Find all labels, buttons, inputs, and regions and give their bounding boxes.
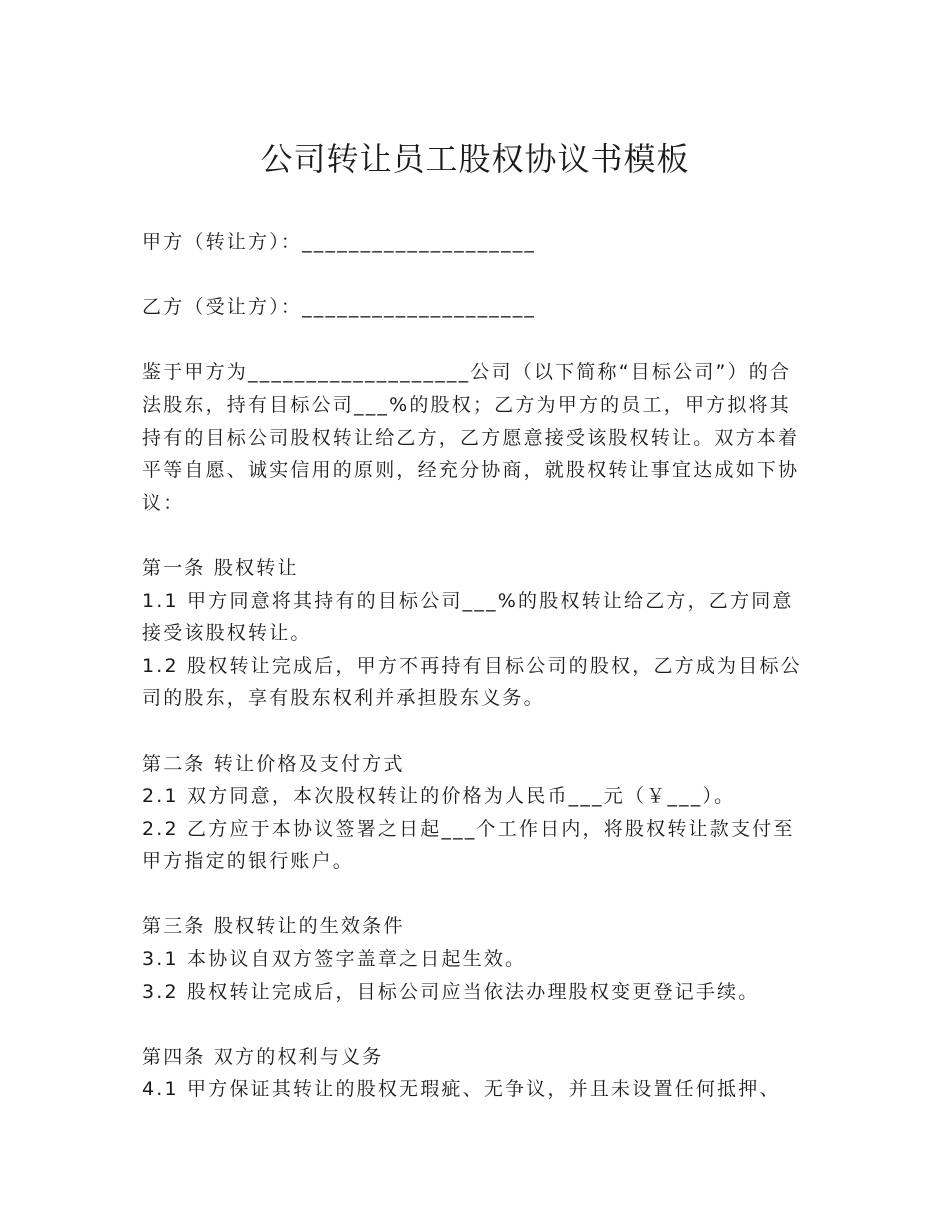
party-a-line: 甲方（转让方）：____________________: [142, 231, 537, 253]
article-1-heading: 第一条 股权转让: [142, 556, 299, 579]
article-4-clause-1: 4.1 甲方保证其转让的股权无瑕疵、无争议，并且未设置任何抵押、: [142, 1078, 781, 1101]
document-body: [142, 226, 808, 1106]
article-1-clause-1: 1.1 甲方同意将其持有的目标公司___%的股权转让给乙方，乙方同意接受该股权转让。: [142, 589, 794, 645]
article-4-heading: 第四条 双方的权利与义务: [142, 1045, 384, 1068]
preamble-paragraph: 鉴于甲方为___________________公司（以下简称“目标公司”）的合法股东，持有目标公司___%的股权；乙方为甲方的员工，甲方拟将其持有的目标公司股权转让给乙方，乙方愿意接受该股权转让。双方本着平等自愿、诚实信用的原则，经充分协商，就股权转让事宜达成如下协议：: [142, 361, 800, 514]
article-2-clause-2: 2.2 乙方应于本协议签署之日起___个工作日内，将股权转让款支付至甲方指定的银行账户。: [142, 817, 795, 873]
article-3-heading: 第三条 股权转让的生效条件: [142, 915, 405, 938]
article-3-clause-1: 3.1 本协议自双方签字盖章之日起生效。: [142, 948, 527, 971]
document-title: 公司转让员工股权协议书模板: [260, 140, 690, 178]
article-3-clause-2: 3.2 股权转让完成后，目标公司应当依法办理股权变更登记手续。: [142, 980, 760, 1003]
article-1-clause-2: 1.2 股权转让完成后，甲方不再持有目标公司的股权，乙方成为目标公司的股东，享有股东权利并承担股东义务。: [142, 654, 802, 710]
article-2-heading: 第二条 转让价格及支付方式: [142, 752, 405, 775]
article-2-clause-1: 2.1 双方同意，本次股权转让的价格为人民币___元（￥___）。: [142, 785, 736, 808]
party-b-line: 乙方（受让方）：____________________: [142, 296, 537, 319]
